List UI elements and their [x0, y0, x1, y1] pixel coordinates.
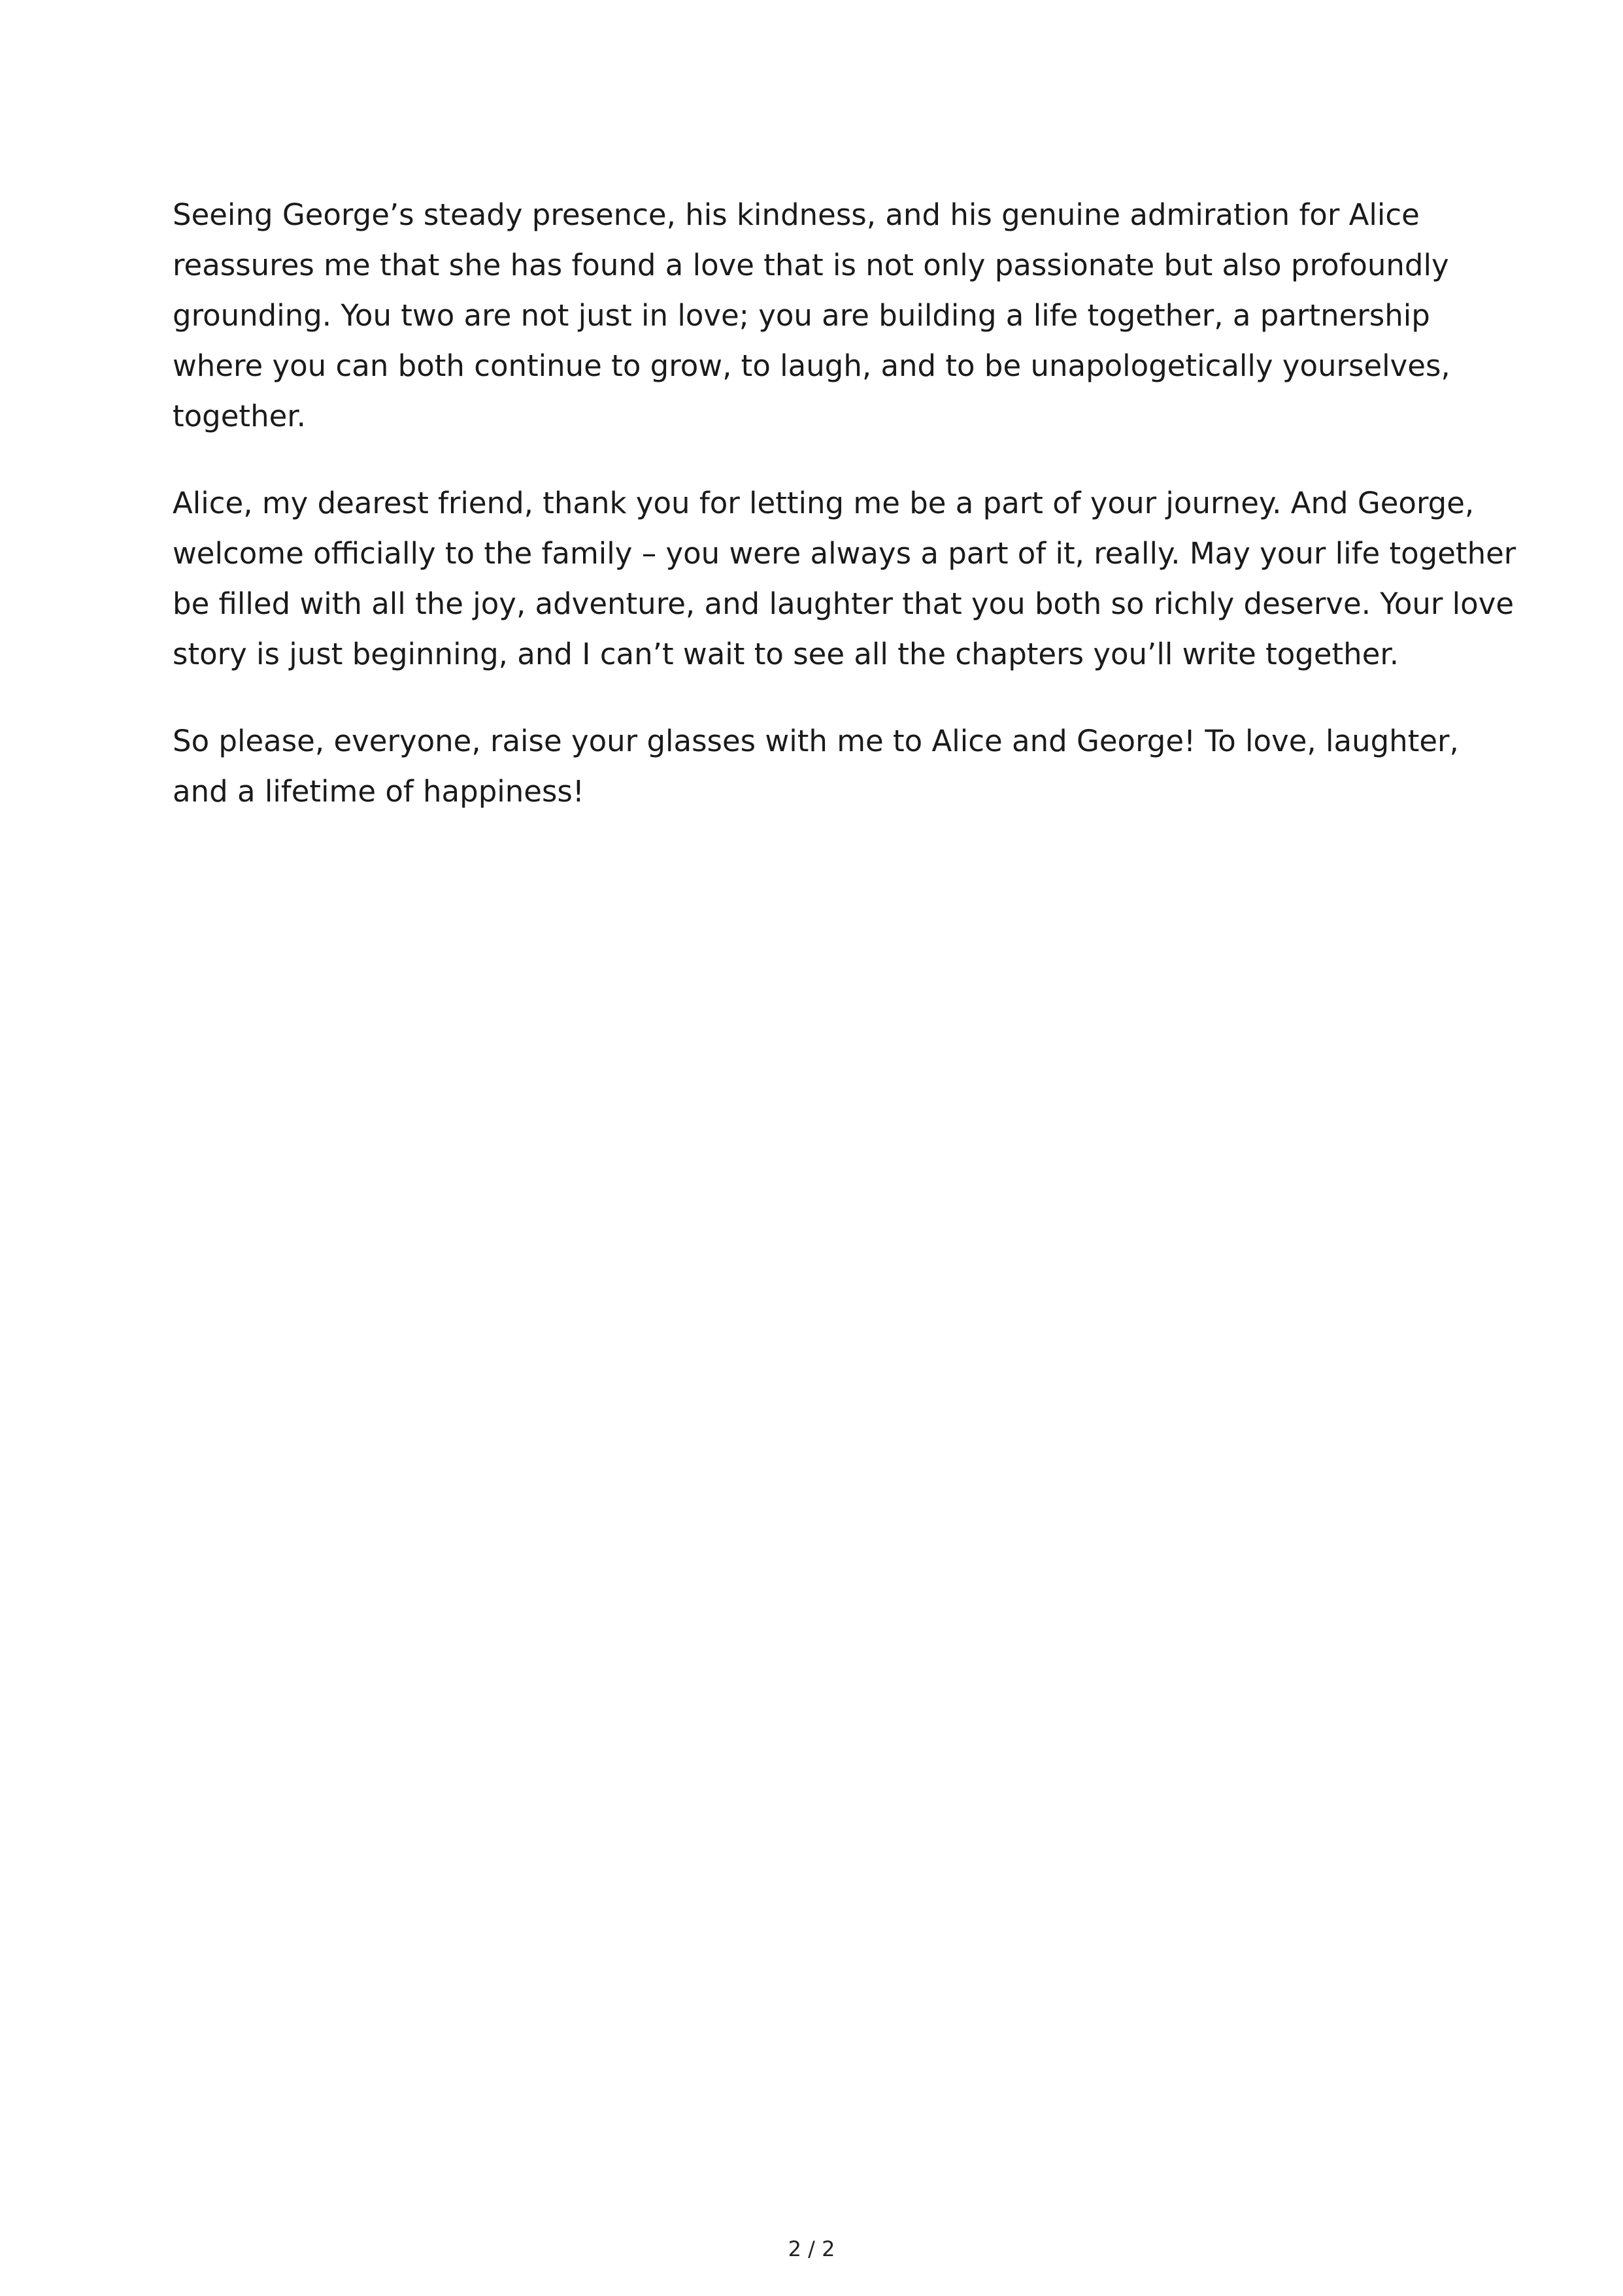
text-line: and a lifetime of happiness!: [173, 774, 584, 809]
text-line: So please, everyone, raise your glasses with me to Alice and George! To love, laughter,: [173, 724, 1459, 758]
text-line: Seeing George’s steady presence, his kindness, and his genuine admiration for Alice: [173, 197, 1420, 232]
text-line: together.: [173, 399, 306, 433]
document-body: [173, 190, 1516, 853]
text-line: welcome officially to the family – you were always a part of it, really. May your life together: [173, 536, 1516, 571]
paragraph: [173, 190, 1473, 441]
text-line: grounding. You two are not just in love; you are building a life together, a partnership: [173, 298, 1430, 333]
text-line: reassures me that she has found a love that is not only passionate but also profoundly: [173, 248, 1449, 282]
text-line: be filled with all the joy, adventure, and laughter that you both so richly deserve. Your love: [173, 586, 1514, 621]
text-line: Alice, my dearest friend, thank you for letting me be a part of your journey. And George,: [173, 486, 1475, 520]
paragraph: [173, 716, 1473, 817]
paragraph: [173, 478, 1516, 679]
text-line: where you can both continue to grow, to laugh, and to be unapologetically yourselves,: [173, 348, 1450, 383]
text-line: story is just beginning, and I can’t wait to see all the chapters you’ll write together.: [173, 637, 1399, 671]
page-number: 2 / 2: [788, 2237, 835, 2261]
